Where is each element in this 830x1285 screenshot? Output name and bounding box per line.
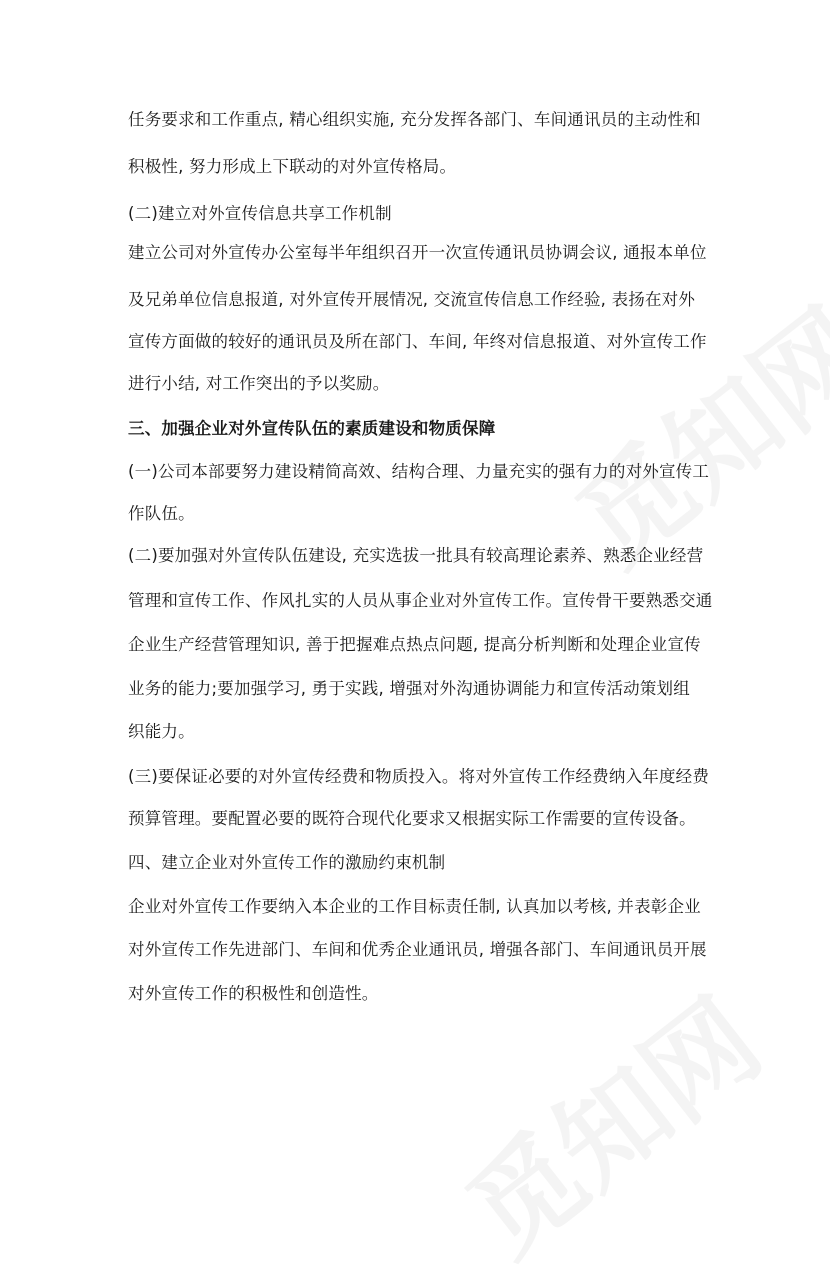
body-text-line: 作队伍。 [128, 504, 195, 523]
body-text-line: 对外宣传工作的积极性和创造性。 [128, 984, 379, 1003]
body-text-line: 对外宣传工作先进部门、车间和优秀企业通讯员, 增强各部门、车间通讯员开展 [128, 940, 707, 959]
body-text-line: (三)要保证必要的对外宣传经费和物质投入。将对外宣传工作经费纳入年度经费 [128, 767, 710, 786]
body-text-line: 进行小结, 对工作突出的予以奖励。 [128, 374, 390, 393]
body-text-line: 任务要求和工作重点, 精心组织实施, 充分发挥各部门、车间通讯员的主动性和 [128, 110, 701, 129]
body-text-line: 积极性, 努力形成上下联动的对外宣传格局。 [128, 157, 457, 176]
subsection-heading: (二)建立对外宣传信息共享工作机制 [128, 204, 392, 223]
body-text-line: 管理和宣传工作、作风扎实的人员从事企业对外宣传工作。宣传骨干要熟悉交通 [128, 591, 713, 610]
section-heading: 三、加强企业对外宣传队伍的素质建设和物质保障 [128, 419, 496, 438]
body-text-line: 企业对外宣传工作要纳入本企业的工作目标责任制, 认真加以考核, 并表彰企业 [128, 897, 701, 916]
body-text-line: 宣传方面做的较好的通讯员及所在部门、车间, 年终对信息报道、对外宣传工作 [128, 332, 707, 351]
body-text-line: (一)公司本部要努力建设精简高效、结构合理、力量充实的强有力的对外宣传工 [128, 462, 710, 481]
watermark-mark [430, 957, 787, 1285]
body-text-line: 企业生产经营管理知识, 善于把握难点热点问题, 提高分析判断和处理企业宣传 [128, 635, 701, 654]
body-text-line: 预算管理。要配置必要的既符合现代化要求又根据实际工作需要的宣传设备。 [128, 809, 696, 828]
body-text-line: 及兄弟单位信息报道, 对外宣传开展情况, 交流宣传信息工作经验, 表扬在对外 [128, 290, 696, 309]
body-text-line: (二)要加强对外宣传队伍建设, 充实选拔一批具有较高理论素养、熟悉企业经营 [128, 546, 704, 565]
body-text-line: 织能力。 [128, 722, 195, 741]
body-text-line: 业务的能力;要加强学习, 勇于实践, 增强对外沟通协调能力和宣传活动策划组 [128, 679, 690, 698]
body-text-line: 建立公司对外宣传办公室每半年组织召开一次宣传通讯员协调会议, 通报本单位 [128, 243, 707, 262]
section-heading: 四、建立企业对外宣传工作的激励约束机制 [128, 853, 446, 872]
